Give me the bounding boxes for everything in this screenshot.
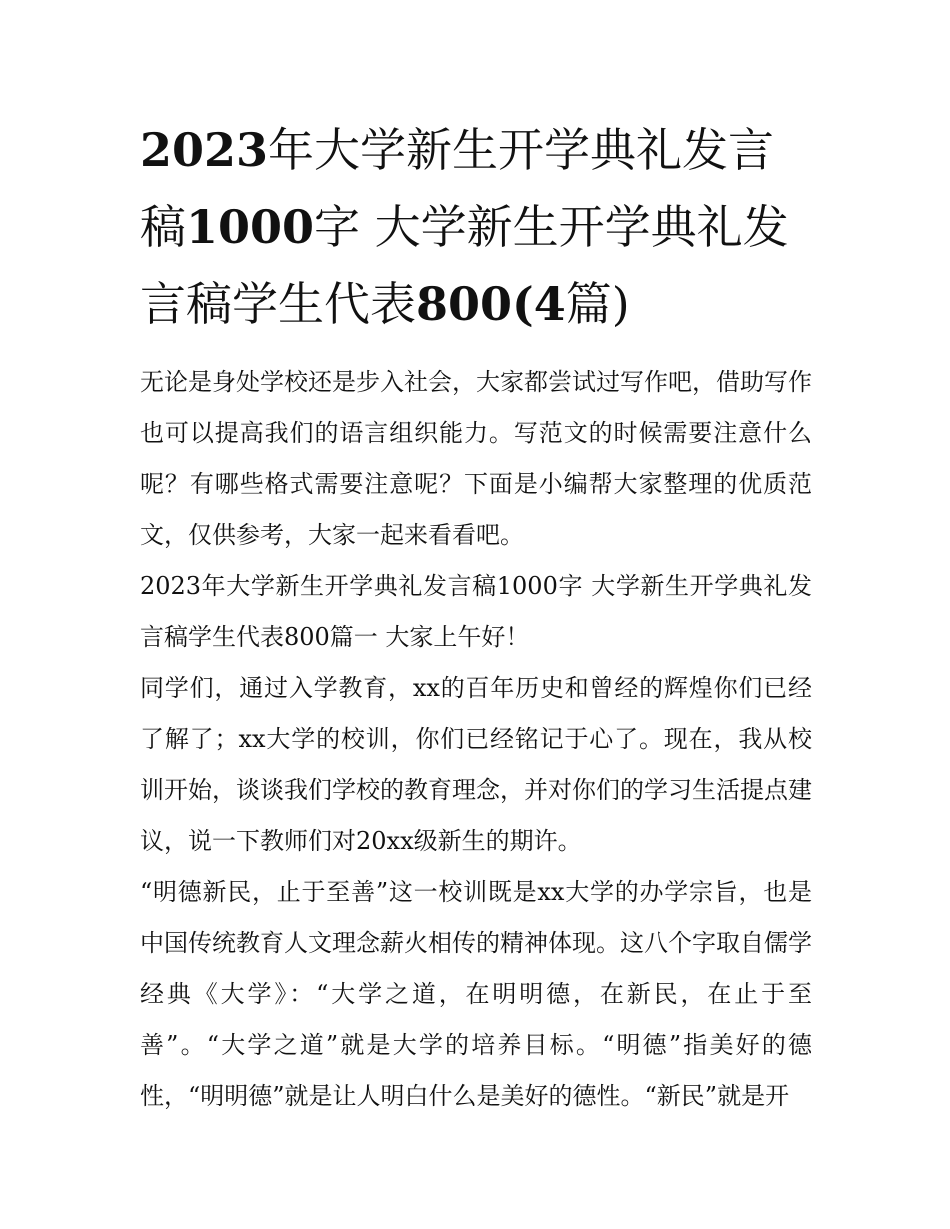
title-text-part-3: 篇) bbox=[565, 277, 630, 331]
paragraph-heading: 2023年大学新生开学典礼发言稿1000字 大学新生开学典礼发言稿学生代表800篇一 大家上午好！ bbox=[140, 572, 812, 651]
title-count: 800(4 bbox=[416, 277, 566, 331]
title-year: 2023 bbox=[140, 123, 269, 177]
document-title bbox=[140, 112, 812, 343]
paragraph-intro: 无论是身处学校还是步入社会，大家都尝试过写作吧，借助写作也可以提高我们的语言组织能力。写范文的时候需要注意什么呢？有哪些格式需要注意呢？下面是小编帮大家整理的优质范文，仅供参考，大家一起来看看吧。 bbox=[140, 368, 812, 549]
paragraph-body-2: “明德新民，止于至善”这一校训既是xx大学的办学宗旨，也是中国传统教育人文理念薪火相传的精神体现。这八个字取自儒学经典《大学》：“大学之道，在明明德，在新民，在止于至善”。“大学之道”就是大学的培养目标。“明德”指美好的德性，“明明德”就是让人明白什么是美好的德性。“新民”就是开 bbox=[140, 878, 812, 1110]
title-text-part-1: 年大学新生开学典礼发言稿 bbox=[140, 123, 775, 254]
title-word-count: 1000 bbox=[186, 200, 315, 254]
document-page bbox=[140, 112, 812, 1122]
paragraph-body-1: 同学们，通过入学教育，xx的百年历史和曾经的辉煌你们已经了解了；xx大学的校训，你们已经铭记于心了。现在，我从校训开始，谈谈我们学校的教育理念，并对你们的学习生活提点建议，说一下教师们对20xx级新生的期许。 bbox=[140, 674, 812, 855]
title-text-part-2: 字 大学新生开学典礼发言稿学生代表 bbox=[140, 200, 789, 331]
